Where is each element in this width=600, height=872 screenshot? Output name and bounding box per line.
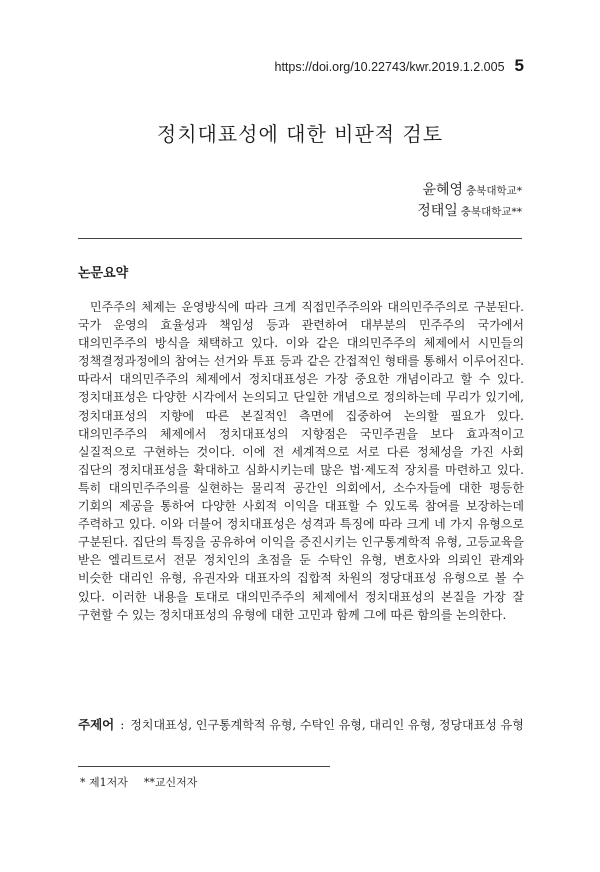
top-divider [78, 238, 522, 239]
author-1-affiliation: 충북대학교* [466, 185, 522, 197]
paper-title: 정치대표성에 대한 비판적 검토 [156, 122, 444, 146]
page-number: 5 [514, 56, 524, 75]
footnote-corresponding-author: **교신저자 [143, 776, 198, 789]
footnote-first-author: * 제1저자 [80, 776, 128, 789]
author-1 [417, 180, 522, 201]
keywords-text: 정치대표성, 인구통계학적 유형, 수탁인 유형, 대리인 유형, 정당대표성 유형 [130, 718, 524, 732]
keywords-separator: : [120, 718, 125, 732]
abstract-body: 민주주의 체제는 운영방식에 따라 크게 직접민주주의와 대의민주주의로 구분된다. 국가 운영의 효율성과 책임성 등과 관련하여 대부분의 민주주의 국가에서 대의민주주의 방식을 채택하고 있다. 이와 같은 대의민주주의 체제에서 시민들의 정책결정과정에의 참여는 선거와 투표 등과 같은 간접적인 형태를 통해서 이루어진다. 따라서 대의민주주의 체제에서 정치대표성은 가장 중요한 개념이라고 할 수 있다. 정치대표성은 다양한 시각에서 논의되고 단일한 개념으로 정의하는데 무리가 있기에, 정치대표성의 지향에 따른 본질적인 측면에 집중하여 논의할 필요가 있다. 대의민주주의 체제에서 정치대표성의 지향점은 국민주권을 보다 효과적이고 실질적으로 구현하는 것이다. 이에 전 세계적으로 서로 다른 정체성을 가진 사회 집단의 정치대표성을 확대하고 심화시키는데 많은 법·제도적 장치를 마련하고 있다. 특히 대의민주주의를 실현하는 물리적 공간인 의회에서, 소수자들에 대한 평등한 기회의 제공을 통하여 다양한 사회적 이익을 대표할 수 있도록 참여를 보장하는데 주력하고 있다. 이와 더불어 정치대표성은 성격과 특징에 따라 크게 네 가지 유형으로 구분된다. 집단의 특징을 공유하여 이익을 증진시키는 인구통계학적 유형, 고등교육을 받은 엘리트로서 전문 정치인의 초점을 둔 수탁인 유형, 변호사와 의뢰인 관계와 비슷한 대리인 유형, 유권자와 대표자의 집합적 차원의 정당대표성 유형으로 볼 수 있다. 이러한 내용을 토대로 대의민주주의 체제에서 정치대표성의 본질을 가장 잘 구현할 수 있는 정치대표성의 유형에 대한 고민과 함께 그에 따른 함의를 논의한다. [78, 300, 524, 622]
keywords-label: 주제어 [78, 717, 115, 732]
author-2-affiliation: 충북대학교** [460, 206, 522, 218]
author-block [417, 180, 522, 222]
keywords-block [78, 716, 524, 734]
footnote-divider [78, 766, 330, 767]
author-1-name: 윤혜영 [422, 182, 464, 198]
footnote [80, 774, 197, 790]
author-2-name: 정태일 [417, 203, 458, 219]
author-2 [417, 201, 522, 222]
page-header [275, 56, 525, 76]
doi-link[interactable]: https://doi.org/10.22743/kwr.2019.1.2.005 [274, 60, 505, 74]
abstract-heading: 논문요약 [78, 266, 129, 281]
